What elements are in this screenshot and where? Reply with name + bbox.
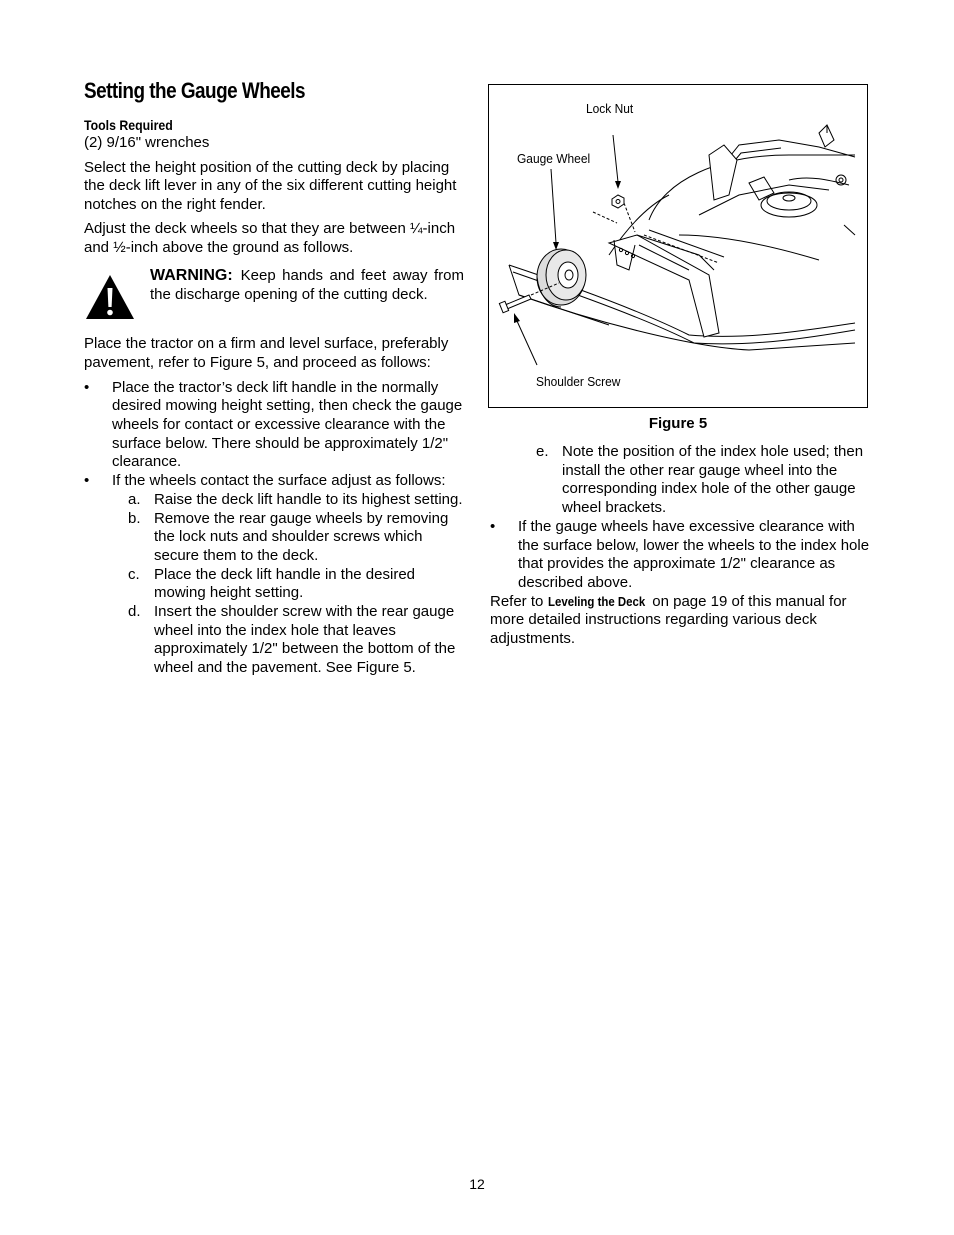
paragraph-place-tractor: Place the tractor on a firm and level surface, preferably pavement, refer to Figure 5, and proceed as follows: [84, 335, 449, 371]
bullet-text: If the gauge wheels have excessive clearance with the surface below, lower the wheels to the index hole that provides the approximate 1/2" clearance as described above. [518, 517, 870, 591]
tools-heading: Tools Required [84, 117, 173, 133]
step-letter: d. [128, 603, 141, 621]
bullet-text: Place the tractor’s deck lift handle in the normally desired mowing height setting, then check the gauge wheels for contact or excessive clearance with the surface below. There should be approximately 1/2" clearance. [112, 378, 463, 471]
gauge-wheel-label: Gauge Wheel [517, 151, 591, 166]
page-title: Setting the Gauge Wheels [84, 78, 306, 103]
bullet-marker: • [84, 472, 90, 490]
warning-box [84, 267, 464, 327]
step-item [84, 491, 464, 510]
step-letter: a. [128, 490, 141, 508]
gauge-wheel-diagram [489, 85, 866, 406]
step-letter: b. [128, 509, 141, 527]
list-item [84, 379, 464, 473]
tools-item: (2) 9/16" wrenches [84, 134, 210, 151]
lock-nut-label: Lock Nut [586, 101, 634, 116]
left-column [84, 76, 464, 678]
warning-label: WARNING: [150, 267, 233, 285]
step-letter: c. [128, 565, 140, 583]
warning-text: Keep hands and feet away from the discharge opening of the cutting deck. [150, 267, 464, 303]
paragraph-refer [490, 593, 870, 649]
step-item [84, 566, 464, 603]
step-item [84, 510, 464, 566]
step-text: Insert the shoulder screw with the rear gauge wheel into the index hole that leaves approximately 1/2" between the bottom of the wheel and the pavement. See Figure 5. [154, 603, 456, 677]
step-letter: e. [536, 443, 549, 460]
step-item [84, 603, 464, 678]
bullet-marker: • [490, 517, 496, 535]
step-text: Raise the deck lift handle to its highest setting. [154, 490, 463, 508]
step-item [490, 443, 870, 518]
shoulder-screw-label: Shoulder Screw [536, 374, 621, 389]
bullet-marker: • [84, 378, 90, 396]
refer-before: Refer to [490, 592, 544, 610]
paragraph-height-position: Select the height position of the cutting deck by placing the deck lift lever in any of the six different cutting height notches on the right fender. [84, 158, 457, 214]
paragraph-adjust-wheels: Adjust the deck wheels so that they are between ¼-inch and ½-inch above the ground as follows. [84, 219, 456, 256]
step-text: Place the deck lift handle in the desired mowing height setting. [154, 565, 415, 602]
figure-5-illustration [488, 84, 868, 408]
step-text: Remove the rear gauge wheels by removing the lock nuts and shoulder screws which secure them to the deck. [154, 509, 449, 564]
leveling-deck-reference: Leveling the Deck [547, 593, 645, 609]
bullet-text: If the wheels contact the surface adjust as follows: [112, 472, 446, 490]
list-item [84, 472, 464, 491]
figure-caption: Figure 5 [648, 415, 708, 432]
warning-triangle-icon [84, 273, 136, 321]
right-column [490, 443, 870, 654]
page-number: 12 [469, 1176, 485, 1192]
step-text: Note the position of the index hole used; then install the other rear gauge wheel into the corresponding index hole of the other gauge wheel brackets. [562, 443, 864, 517]
refer-after: on page 19 of this manual for more detailed instructions regarding various deck adjustments. [490, 592, 847, 648]
list-item [490, 518, 870, 593]
